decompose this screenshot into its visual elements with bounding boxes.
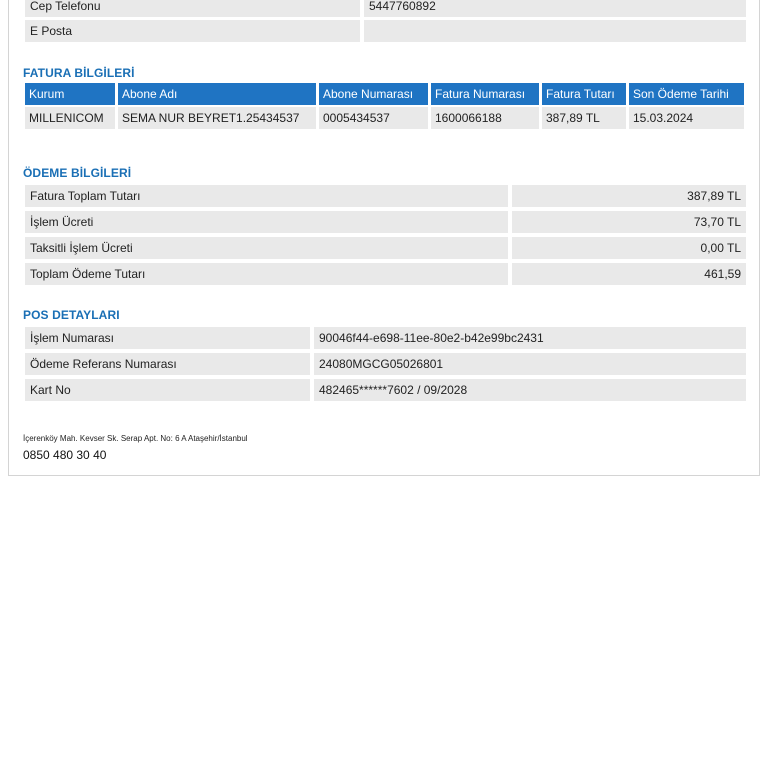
payment-label: İşlem Ücreti bbox=[25, 211, 508, 233]
invoice-header-row bbox=[25, 83, 744, 105]
pos-value: 90046f44-e698-11ee-80e2-b42e99bc2431 bbox=[314, 327, 746, 349]
invoice-col-son-odeme: Son Ödeme Tarihi bbox=[629, 83, 744, 105]
invoice-data-row bbox=[25, 107, 744, 129]
invoice-cell: 1600066188 bbox=[431, 107, 539, 129]
pos-value: 24080MGCG05026801 bbox=[314, 353, 746, 375]
payment-row bbox=[25, 263, 746, 285]
invoice-cell: SEMA NUR BEYRET1.25434537 bbox=[118, 107, 316, 129]
contact-row-email bbox=[25, 20, 746, 42]
payment-value: 461,59 bbox=[512, 263, 746, 285]
invoice-cell: 0005434537 bbox=[319, 107, 428, 129]
payment-label: Toplam Ödeme Tutarı bbox=[25, 263, 508, 285]
invoice-col-abone-no: Abone Numarası bbox=[319, 83, 428, 105]
invoice-col-fatura-no: Fatura Numarası bbox=[431, 83, 539, 105]
payment-value: 387,89 TL bbox=[512, 185, 746, 207]
invoice-col-kurum: Kurum bbox=[25, 83, 115, 105]
pos-label: İşlem Numarası bbox=[25, 327, 310, 349]
payment-label: Fatura Toplam Tutarı bbox=[25, 185, 508, 207]
payment-row bbox=[25, 211, 746, 233]
section-title-payment: ÖDEME BİLGİLERİ bbox=[23, 166, 132, 180]
contact-row-phone bbox=[25, 0, 746, 17]
invoice-cell: 387,89 TL bbox=[542, 107, 626, 129]
payment-row bbox=[25, 185, 746, 207]
contact-value bbox=[364, 20, 746, 42]
pos-row bbox=[25, 353, 746, 375]
company-address: İçerenköy Mah. Kevser Sk. Serap Apt. No: 6 A Ataşehir/İstanbul bbox=[23, 434, 248, 443]
section-title-pos: POS DETAYLARI bbox=[23, 308, 120, 322]
invoice-cell: 15.03.2024 bbox=[629, 107, 744, 129]
invoice-col-fatura-tutari: Fatura Tutarı bbox=[542, 83, 626, 105]
pos-row bbox=[25, 327, 746, 349]
payment-value: 73,70 TL bbox=[512, 211, 746, 233]
payment-value: 0,00 TL bbox=[512, 237, 746, 259]
invoice-cell: MILLENICOM bbox=[25, 107, 115, 129]
contact-label: Cep Telefonu bbox=[25, 0, 360, 17]
contact-value: 5447760892 bbox=[364, 0, 746, 17]
invoice-col-abone-adi: Abone Adı bbox=[118, 83, 316, 105]
pos-label: Ödeme Referans Numarası bbox=[25, 353, 310, 375]
payment-row bbox=[25, 237, 746, 259]
company-phone: 0850 480 30 40 bbox=[23, 448, 107, 462]
section-title-invoice: FATURA BİLGİLERİ bbox=[23, 66, 135, 80]
contact-label: E Posta bbox=[25, 20, 360, 42]
receipt-card bbox=[8, 0, 760, 476]
pos-value: 482465******7602 / 09/2028 bbox=[314, 379, 746, 401]
pos-row bbox=[25, 379, 746, 401]
payment-label: Taksitli İşlem Ücreti bbox=[25, 237, 508, 259]
pos-label: Kart No bbox=[25, 379, 310, 401]
